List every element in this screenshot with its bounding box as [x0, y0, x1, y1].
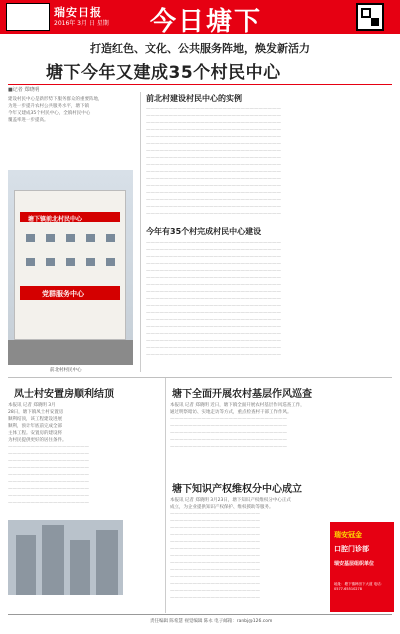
- story4-line: 本报讯 记者 郑晓明 3月23日，塘下知识产权维权分中心正式: [170, 498, 291, 503]
- masthead: 瑞安日报: [54, 6, 102, 19]
- window: [66, 234, 75, 242]
- intro-line: 为进一步提升农村公共服务水平，塘下镇: [8, 104, 89, 109]
- story4-body: 本报讯 记者 郑晓明 3月23日，塘下知识产权维权分中心正式 成立，为企业提供知识产权保护、维权援助等服务。 ———————————————————— ———————————————————— ———————————————————— ———————————————————— ———————————————————— ———————————————————— ———————————————————— ———————————————————— ———————————————————— ———————————————————— ———————————————————— ———————————————————— ————————————————————: [170, 497, 326, 602]
- footer-divider: [8, 614, 392, 615]
- intro-line: 建设村民中心是新形势下服务群众的重要阵地，: [8, 97, 103, 102]
- ad-contact: 地址：塘下镇韩田下大道 电话：0577-65510278: [334, 582, 385, 591]
- column-divider: [140, 92, 141, 372]
- window: [46, 234, 55, 242]
- page-title: 今日塘下: [150, 7, 263, 37]
- lead-byline: ■记者 郑晓明: [8, 87, 40, 93]
- story2-body: 本报讯 记者 郑晓明 3月 28日，塘下镇凤士村安置房 顺利结顶，该工程建设进展 顺利，预计年底前完成全部 主体工程。安置房的建设将 为村民提供更好的居住条件。 —————————————————— —————————————————— —————————————————— —————————————————— —————————————————— —————————————————— —————————————————— —————————————————— ——————————————————: [8, 402, 162, 507]
- ground: [8, 340, 133, 365]
- ad-line1: 瑞安基层组织单位: [334, 561, 375, 567]
- tower: [42, 525, 64, 595]
- story2-line: 28日，塘下镇凤士村安置房: [8, 410, 64, 415]
- story2-line: 为村民提供更好的居住条件。: [8, 438, 67, 443]
- lead-headline: 塘下今年又建成35个村民中心: [46, 63, 281, 83]
- intro-line: 今年又建成35个村民中心，全镇村民中心: [8, 111, 91, 116]
- window: [26, 234, 35, 242]
- lead-body-2: —————————————————————————————— —————————————————————————————— —————————————————————————————— —————————————————————————————— —————————————————————————————— —————————————————————————————— —————————————————————————————— —————————————————————————————— —————————————————————————————— —————————————————————————————— —————————————————————————————— —————————————————————————————— —————————————————————————————— —————————————————————————————— —————————————————————————————— —————————————————————————————— ——————————————————————————————: [146, 241, 281, 358]
- qr-code-icon-left: [6, 3, 50, 31]
- story2-line: 本报讯 记者 郑晓明 3月: [8, 403, 56, 408]
- ad-title: 瑞安冠金: [334, 531, 362, 539]
- story2-line: 顺利，预计年底前完成全部: [8, 424, 62, 429]
- story2-headline: 凤士村安置房顺利结顶: [14, 389, 114, 400]
- story3-headline: 塘下全面开展农村基层作风巡查: [172, 389, 312, 400]
- window: [86, 234, 95, 242]
- building-sign-top: 塘下镇前北村民中心: [20, 212, 120, 222]
- footer-credits: 责任编辑 陈希慧 视觉编辑 陈永 电子邮箱：ranbj@126.com: [150, 619, 273, 624]
- construction-photo: [8, 520, 123, 595]
- window: [26, 258, 35, 266]
- dental-ad[interactable]: [330, 522, 394, 612]
- story2-line: 顺利结顶，该工程建设进展: [8, 417, 62, 422]
- section-divider: [8, 377, 392, 378]
- page-header: [0, 0, 400, 37]
- window: [46, 258, 55, 266]
- photo-caption: 前北村村民中心: [50, 368, 82, 373]
- tower: [16, 535, 36, 595]
- lead-subhead-1: 前北村建设村民中心的实例: [146, 94, 242, 103]
- qr-code-icon: [356, 3, 384, 31]
- issue-info: 2016年 3月 日 星期: [54, 20, 109, 27]
- story4-headline: 塘下知识产权维权分中心成立: [172, 484, 302, 495]
- lead-photo: [8, 170, 133, 365]
- story2-line: 主体工程。安置房的建设将: [8, 431, 62, 436]
- window: [86, 258, 95, 266]
- story4-line: 成立，为企业提供知识产权保护、维权援助等服务。: [170, 505, 274, 510]
- ad-subtitle: 口腔门诊部: [334, 545, 369, 553]
- story3-line: 本报讯 记者 郑晓明 近日，塘下镇全面开展农村基层作风巡查工作，: [170, 403, 305, 408]
- column-divider: [165, 378, 166, 613]
- window: [106, 234, 115, 242]
- intro-line: 覆盖率进一步提高。: [8, 118, 49, 123]
- divider: [8, 84, 392, 85]
- window: [66, 258, 75, 266]
- tower: [96, 530, 118, 595]
- building-sign-bottom: 党群服务中心: [20, 286, 120, 300]
- lead-subhead-2: 今年有35个村完成村民中心建设: [146, 227, 262, 236]
- lead-intro: [8, 96, 136, 124]
- story3-body: 本报讯 记者 郑晓明 近日，塘下镇全面开展农村基层作风巡查工作， 通过明察暗访、实地走访等方式，重点检查村干部工作作风。 —————————————————————————— —————————————————————————— —————————————————————————— —————————————————————————— ——————————————————————————: [170, 402, 392, 451]
- story3-line: 通过明察暗访、实地走访等方式，重点检查村干部工作作风。: [170, 410, 292, 415]
- window: [106, 258, 115, 266]
- tower: [70, 540, 90, 595]
- lead-kicker: 打造红色、文化、公共服务阵地，焕发新活力: [90, 42, 310, 55]
- lead-body-1: —————————————————————————————— —————————————————————————————— —————————————————————————————— —————————————————————————————— —————————————————————————————— —————————————————————————————— —————————————————————————————— —————————————————————————————— —————————————————————————————— —————————————————————————————— —————————————————————————————— —————————————————————————————— —————————————————————————————— —————————————————————————————— —————————————————————————————— ——————————————————————————————: [146, 107, 281, 217]
